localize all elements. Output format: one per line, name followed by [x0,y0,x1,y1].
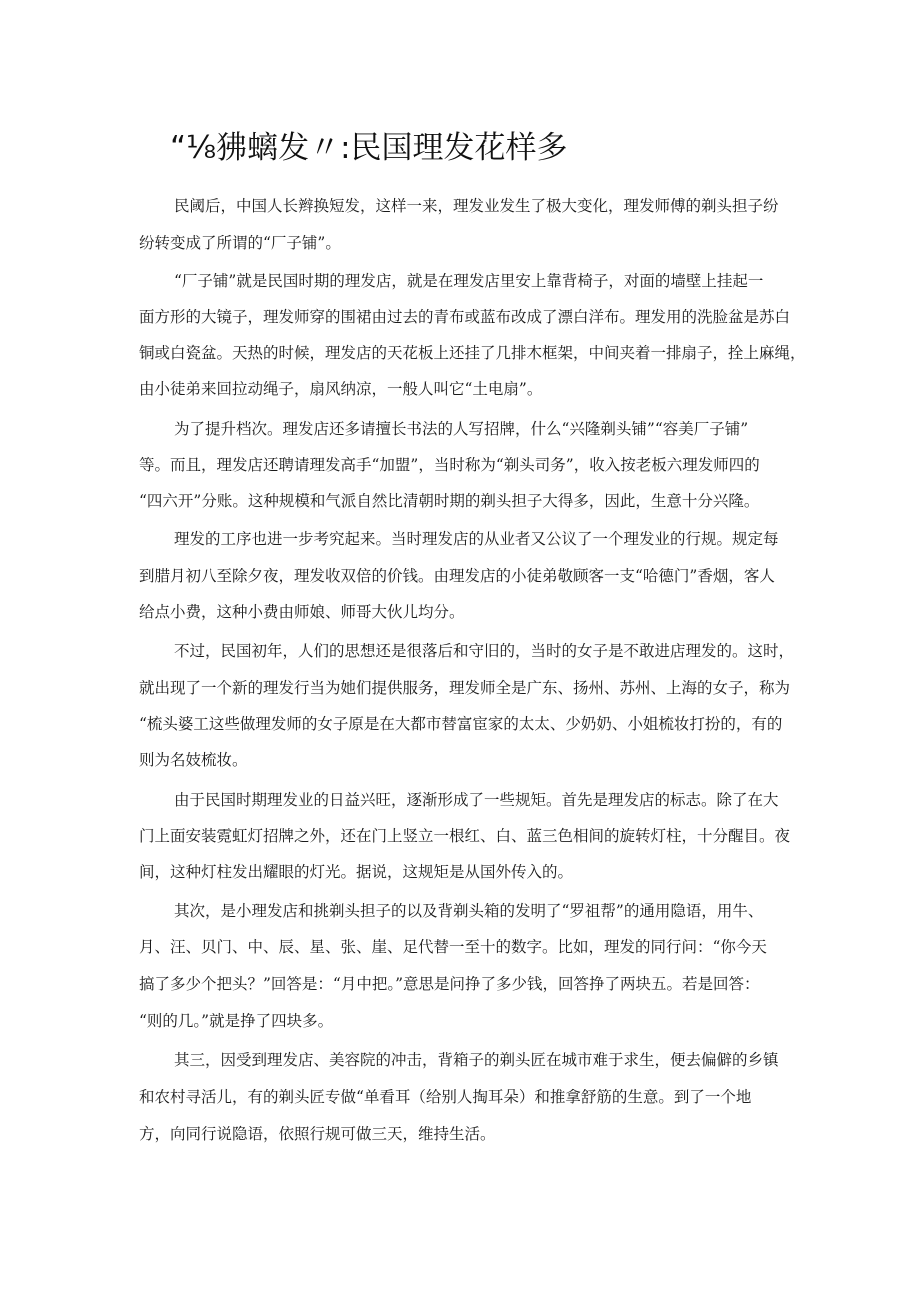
paragraph-line: 铜或白瓷盆。天热的时候，理发店的天花板上还挂了几排木框架，中间夹着一排扇子，拴上麻绳， [139,344,806,362]
paragraph-line: “梳头婆工这些做理发师的女子原是在大都市替富宦家的太太、少奶奶、小姐梳妆打扮的，有的 [139,715,783,733]
paragraph-line: 则为名妓梳妆。 [139,751,248,769]
paragraph-line: 给点小费，这种小费由师娘、师哥大伙儿均分。 [139,603,465,621]
paragraph-line: “厂子铺”就是民国时期的理发店，就是在理发店里安上靠背椅子，对面的墙壁上挂起一 [174,272,764,290]
paragraph-line: 其次，是小理发店和挑剃头担子的以及背剃头箱的发明了“罗祖帮”的通用隐语，用牛、 [174,902,764,920]
paragraph-line: 就出现了一个新的理发行当为她们提供服务，理发师全是广东、扬州、苏州、上海的女子，称为 [139,679,791,697]
article-title: “⅛狒螭发〃:民国理发花样多 [170,130,568,166]
paragraph-line: 由于民国时期理发业的日益兴旺，逐渐形成了一些规矩。首先是理发店的标志。除了在大 [174,791,779,809]
paragraph-line: 为了提升档次。理发店还多请擅长书法的人写招牌，什么“兴隆剃头铺”“容美厂子铺” [174,420,749,438]
paragraph-line: 其三，因受到理发店、美容院的冲击，背箱子的剃头匠在城市难于求生，便去偏僻的乡镇 [174,1051,779,1069]
paragraph-line: 民阈后，中国人长辫换短发，这样一来，理发业发生了极大变化，理发师傅的剃头担子纷 [174,197,779,215]
paragraph-line: 不过，民国初年，人们的思想还是很落后和守旧的，当时的女子是不敢进店理发的。这时， [174,642,795,660]
paragraph-line: “四六开”分账。这种规模和气派自然比清朝时期的剃头担子大得多，因此，生意十分兴隆。 [139,492,760,510]
paragraph-line: 间，这种灯柱发出耀眼的灯光。据说，这规矩是从国外传入的。 [139,863,574,881]
paragraph-line: 纷转变成了所谓的“厂子铺”。 [139,234,341,252]
paragraph-line: 门上面安装霓虹灯招牌之外，还在门上竖立一根红、白、蓝三色相间的旋转灯柱，十分醒目。夜 [139,827,791,845]
paragraph-line: 理发的工序也进一步考究起来。当时理发店的从业者又公议了一个理发业的行规。规定每 [174,530,779,548]
paragraph-line: 月、汪、贝门、中、辰、星、张、崖、足代替一至十的数字。比如，理发的同行问：“你今天 [139,938,767,956]
paragraph-line: 到腊月初八至除夕夜，理发收双倍的价钱。由理发店的小徒弟敬顾客一支“哈德门”香烟，客人 [139,567,775,585]
paragraph-line: 由小徒弟来回拉动绳子，扇风纳凉，一般人叫它“土电扇”。 [139,380,543,398]
paragraph-line: “则的几。”就是挣了四块多。 [139,1012,334,1030]
paragraph-line: 等。而且，理发店还聘请理发高手“加盟”，当时称为“剃头司务”，收入按老板六理发师四的 [139,456,760,474]
paragraph-line: 和农村寻活儿，有的剃头匠专做“单看耳（给别人掏耳朵）和推拿舒筋的生意。到了一个地 [139,1088,752,1106]
paragraph-line: 方，向同行说隐语，依照行规可做三天，维持生活。 [139,1125,496,1143]
paragraph-line: 面方形的大镜子，理发师穿的围裙由过去的青布或蓝布改成了漂白洋布。理发用的洗脸盆是苏白 [139,308,791,326]
paragraph-line: 搞了多少个把头？”回答是：“月中把。”意思是问挣了多少钱，回答挣了两块五。若是回答： [139,975,760,993]
